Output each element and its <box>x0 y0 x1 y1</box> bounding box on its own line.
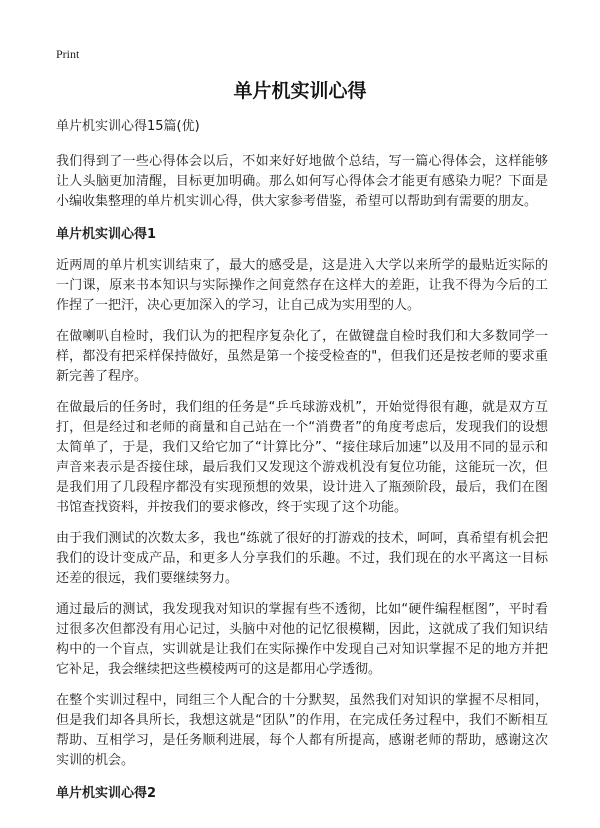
paragraph: 在做最后的任务时，我们组的任务是“乒乓球游戏机”，开始觉得很有趣，就是双方互打，但是经过和老师的商量和自己站在一个“消费者”的角度考虑后，发现我们的设想太简单了，于是，我们又给它加了“计算比分”、“接住球后加速”以及用不同的显示和声音来表示是否接住球，最后我们又发现这个游戏机没有复位功能，这能玩一次，但是我们用了几段程序都没有实现预想的效果，设计进入了瓶颈阶段，最后，我们在图书馆查找资料，并按我们的要求修改，终于实现了这个功能。 <box>56 400 548 515</box>
document-subtitle: 单片机实训心得15篇(优) <box>56 119 200 134</box>
paragraph: 近两周的单片机实训结束了，最大的感受是，这是进入大学以来所学的最贴近实际的一门课，原来书本知识与实际操作之间竟然存在这样大的差距，让我不得为今后的工作捏了一把汗，决心更加深入的学习，让自己成为实用型的人。 <box>56 258 548 313</box>
paragraph: 由于我们测试的次数太多，我也“练就了很好的打游戏的技术，呵呵，真希望有机会把我们的设计变成产品，和更多人分享我们的乐趣。不过，我们现在的水平离这一目标还差的很远，我们要继续努力。 <box>56 531 548 586</box>
paragraph: 通过最后的测试，我发现我对知识的掌握有些不透彻，比如“硬件编程框图”，平时看过很多次但都没有用心记过，头脑中对他的记忆很模糊，因此，这就成了我们知识结构中的一个盲点，实训就是让我们在实际操作中发现自己对知识掌握不足的地方并把它补足，我会继续把这些模棱两可的这是都用心学透彻。 <box>56 602 548 677</box>
document-body <box>56 118 548 815</box>
paragraph: 在做喇叭自检时，我们认为的把程序复杂化了，在做键盘自检时我们和大多数同学一样，都没有把采样保持做好，虽然是第一个接受检查的"，但我们还是按老师的要求重新完善了程序。 <box>56 329 548 384</box>
page-title: 单片机实训心得 <box>233 80 367 102</box>
paragraph: 在整个实训过程中，同组三个人配合的十分默契，虽然我们对知识的掌握不尽相同，但是我们却各具所长，我想这就是“团队”的作用，在完成任务过程中，我们不断相互帮助、互相学习，是任务顺利进展，每个人都有所提高，感谢老师的帮助，感谢这次实训的机会。 <box>56 693 548 768</box>
intro-paragraph: 我们得到了一些心得体会以后，不如来好好地做个总结，写一篇心得体会，这样能够让人头脑更加清醒，目标更加明确。那么如何写心得体会才能更有感染力呢？下面是小编收集整理的单片机实训心得，供大家参考借鉴，希望可以帮助到有需要的朋友。 <box>56 154 548 209</box>
print-link[interactable]: Print <box>56 47 80 61</box>
section-heading: 单片机实训心得2 <box>56 786 157 801</box>
section-heading: 单片机实训心得1 <box>56 227 157 242</box>
